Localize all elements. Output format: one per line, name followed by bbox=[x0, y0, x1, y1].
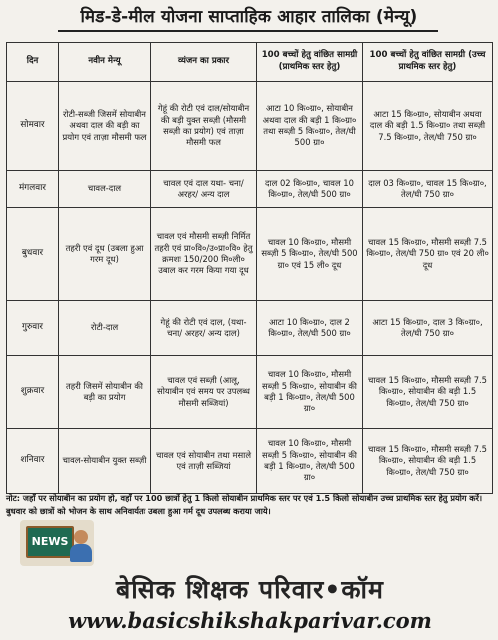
dish-type-cell: चावल एवं सोयाबीन तथा मसाले एवं ताज़ी सब्जियां bbox=[151, 429, 257, 494]
weekly-menu-table bbox=[6, 42, 493, 494]
header-new-menu: नवीन मेन्यू bbox=[59, 43, 151, 82]
upper-material-cell: आटा 15 कि०ग्रा०, सोयाबीन अथवा दाल की बड़ी 1.5 कि०ग्रा० तथा सब्ज़ी 7.5 कि०ग्रा०, तेल/घी 750 ग्रा० bbox=[363, 82, 493, 171]
table-row bbox=[7, 429, 493, 494]
dish-type-cell: गेहूं की रोटी एवं दाल, (यथा- चना/ अरहर/ अन्य दाल) bbox=[151, 301, 257, 356]
table-row bbox=[7, 82, 493, 171]
upper-material-cell: दाल 03 कि०ग्रा०, चावल 15 कि०ग्रा०, तेल/घी 750 ग्रा० bbox=[363, 171, 493, 208]
menu-cell: रोटी-दाल bbox=[59, 301, 151, 356]
table-header-row bbox=[7, 43, 493, 82]
primary-material-cell: चावल 10 कि०ग्रा०, मौसमी सब्ज़ी 5 कि०ग्रा०, तेल/घी 500 ग्रा० एवं 15 ली० दूध bbox=[257, 208, 363, 301]
header-dish-type: व्यंजन का प्रकार bbox=[151, 43, 257, 82]
day-cell: मंगलवार bbox=[7, 171, 59, 208]
dish-type-cell: गेहूं की रोटी एवं दाल/सोयाबीन की बड़ी युक्त सब्ज़ी (मौसमी सब्ज़ी का प्रयोग) एवं ताज़ा मौसमी फल bbox=[151, 82, 257, 171]
upper-material-cell: आटा 15 कि०ग्रा०, दाल 3 कि०ग्रा०, तेल/घी 750 ग्रा० bbox=[363, 301, 493, 356]
primary-material-cell: आटा 10 कि०ग्रा०, सोयाबीन अथवा दाल की बड़ी 1 कि०ग्रा० तथा सब्ज़ी 5 कि०ग्रा०, तेल/घी 500 ग्रा० bbox=[257, 82, 363, 171]
primary-material-cell: चावल 10 कि०ग्रा०, मौसमी सब्ज़ी 5 कि०ग्रा०, सोयाबीन की बड़ी 1 कि०ग्रा०, तेल/घी 500 ग्रा० bbox=[257, 429, 363, 494]
menu-cell: रोटी-सब्जी जिसमें सोयाबीन अथवा दाल की बड़ी का प्रयोग एवं ताज़ा मौसमी फल bbox=[59, 82, 151, 171]
primary-material-cell: आटा 10 कि०ग्रा०, दाल 2 कि०ग्रा०, तेल/घी 500 ग्रा० bbox=[257, 301, 363, 356]
header-upper-primary-material: 100 बच्चों हेतु वांछित सामग्री (उच्च प्राथमिक स्तर हेतु) bbox=[363, 43, 493, 82]
primary-material-cell: दाल 02 कि०ग्रा०, चावल 10 कि०ग्रा०, तेल/घी 500 ग्रा० bbox=[257, 171, 363, 208]
menu-cell: चावल-दाल bbox=[59, 171, 151, 208]
table-row bbox=[7, 356, 493, 429]
menu-cell: तहरी जिसमें सोयाबीन की बड़ी का प्रयोग bbox=[59, 356, 151, 429]
dish-type-cell: चावल एवं मौसमी सब्ज़ी निर्मित तहरी एवं प्रा०वि०/उ०प्रा०वि० हेतु क्रमशः 150/200 मि०ली० उबाल कर गरम किया गया दूध bbox=[151, 208, 257, 301]
day-cell: शुक्रवार bbox=[7, 356, 59, 429]
table-row bbox=[7, 171, 493, 208]
upper-material-cell: चावल 15 कि०ग्रा०, मौसमी सब्ज़ी 7.5 कि०ग्रा०, सोयाबीन की बड़ी 1.5 कि०ग्रा०, तेल/घी 750 ग्रा० bbox=[363, 429, 493, 494]
person-body-icon bbox=[70, 544, 92, 562]
table-row bbox=[7, 301, 493, 356]
footnote: नोट: जहाँ पर सोयाबीन का प्रयोग हो, वहाँ पर 100 छात्रों हेतु 1 किलो सोयाबीन प्राथमिक स्तर पर एवं 1.5 किलो सोयाबीन उच्च प्राथमिक स्तर हेतु प्रयोग करें। बुधवार को छात्रों को भोजन के साथ अनिवार्यतः उबला हुआ गर्म दूध उपलब्ध कराया जाये। bbox=[6, 493, 483, 516]
menu-cell: तहरी एवं दूध (उबला हुआ गरम दूध) bbox=[59, 208, 151, 301]
header-primary-material: 100 बच्चों हेतु वांछित सामग्री (प्राथमिक स्तर हेतु) bbox=[257, 43, 363, 82]
day-cell: बुधवार bbox=[7, 208, 59, 301]
news-board: NEWS bbox=[26, 526, 74, 558]
menu-cell: चावल-सोयाबीन युक्त सब्ज़ी bbox=[59, 429, 151, 494]
day-cell: गुरुवार bbox=[7, 301, 59, 356]
header-day: दिन bbox=[7, 43, 59, 82]
primary-material-cell: चावल 10 कि०ग्रा०, मौसमी सब्ज़ी 5 कि०ग्रा०, सोयाबीन की बड़ी 1 कि०ग्रा०, तेल/घी 500 ग्रा० bbox=[257, 356, 363, 429]
upper-material-cell: चावल 15 कि०ग्रा०, मौसमी सब्ज़ी 7.5 कि०ग्रा०, सोयाबीन की बड़ी 1.5 कि०ग्रा०, तेल/घी 750 ग्रा० bbox=[363, 356, 493, 429]
brand-url-watermark: www.basicshikshakparivar.com bbox=[68, 608, 432, 633]
person-head-icon bbox=[74, 530, 88, 544]
title-underline bbox=[58, 30, 438, 32]
table-row bbox=[7, 208, 493, 301]
news-badge-logo bbox=[20, 520, 94, 566]
upper-material-cell: चावल 15 कि०ग्रा०, मौसमी सब्ज़ी 7.5 कि०ग्रा०, तेल/घी 750 ग्रा० एवं 20 ली० दूध bbox=[363, 208, 493, 301]
day-cell: सोमवार bbox=[7, 82, 59, 171]
dish-type-cell: चावल एवं दाल यथा- चना/ अरहर/ अन्य दाल bbox=[151, 171, 257, 208]
day-cell: शनिवार bbox=[7, 429, 59, 494]
dish-type-cell: चावल एवं सब्ज़ी (आलू, सोयाबीन एवं समय पर उपलब्ध मौसमी सब्जियां) bbox=[151, 356, 257, 429]
page-title: मिड-डे-मील योजना साप्ताहिक आहार तालिका (मेन्यू) bbox=[80, 7, 418, 27]
brand-hindi-watermark: बेसिक शिक्षक परिवार•कॉम bbox=[116, 575, 384, 604]
